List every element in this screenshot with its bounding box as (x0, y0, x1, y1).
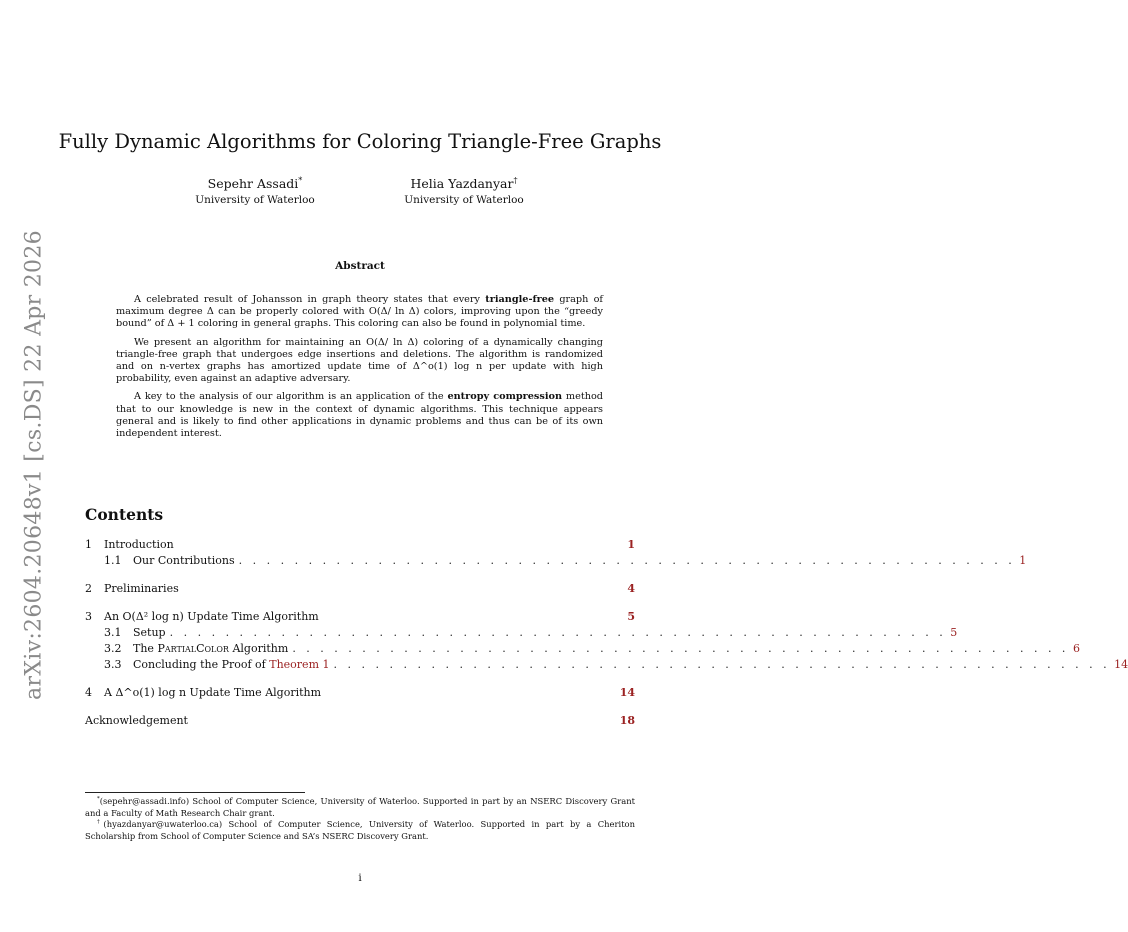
author-2-name: Helia Yazdanyar† (410, 174, 518, 191)
toc-entry-preliminaries[interactable]: 2 Preliminaries 4 (85, 582, 635, 595)
abstract-heading: Abstract (335, 260, 385, 272)
abstract-paragraph-2: We present an algorithm for maintaining an O(Δ/ ln Δ) coloring of a dynamically changing triangle-free graph that undergoes edge insertions and deletions. The algorithm is randomized and on n-vertex graphs has amortized update time of Δ^o(1) log n per update with high probability, even against an adaptive adversary. (116, 336, 603, 385)
theorem-1-link[interactable]: Theorem 1 (269, 658, 330, 671)
toc-page-link[interactable]: 5 (627, 610, 635, 623)
abstract-body (116, 294, 603, 446)
toc-entry-setup[interactable]: 3.1 Setup . . . . . . . . . . . . . . . . . . . . . . . . . . . . . . . . . . . . . . . . . . . . . . . . . . . . . . . . 5 (104, 626, 958, 639)
toc-page-link[interactable]: 14 (619, 686, 635, 699)
author-2 (344, 176, 584, 206)
author-1-name: Sepehr Assadi* (207, 174, 303, 191)
toc-entry-partialcolor-algorithm[interactable]: 3.2 The PartialColor Algorithm . . . . . . . . . . . . . . . . . . . . . . . . . . . . . . . . . . . . . . . . . . . . . . . . . . . . . . . . 6 (104, 642, 1080, 655)
author-2-affiliation: University of Waterloo (404, 194, 524, 206)
toc-entry-our-contributions[interactable]: 1.1 Our Contributions . . . . . . . . . . . . . . . . . . . . . . . . . . . . . . . . . . . . . . . . . . . . . . . . . . . . . . . . 1 (104, 554, 1027, 567)
author-1-affiliation: University of Waterloo (195, 194, 315, 206)
toc-page-link[interactable]: 1 (627, 538, 635, 551)
toc-entry-acknowledgement[interactable]: Acknowledgement 18 (85, 714, 635, 727)
toc-entry-introduction[interactable]: 1 Introduction 1 (85, 538, 635, 551)
contents-heading: Contents (85, 505, 164, 524)
table-of-contents (85, 537, 1128, 729)
toc-leader-dots: . . . . . . . . . . . . . . . . . . . . . . . . . . . . . . . . . . . . . . . . . . . . . . . . . . . . . . . . (333, 658, 1111, 671)
toc-entry-update-time-algorithm[interactable]: 3 An O(Δ² log n) Update Time Algorithm 5 (85, 610, 635, 623)
footnote-2: †(hyazdanyar@uwaterloo.ca) School of Computer Science, University of Waterloo. Supported in part by a Cheriton Scholarship from School of Computer Science and SA’s NSERC Discovery Grant. (85, 819, 635, 841)
toc-page-link[interactable]: 6 (1072, 642, 1080, 655)
footnotes (85, 796, 635, 842)
abstract-paragraph-3: A key to the analysis of our algorithm is an application of the entropy compression method that to our knowledge is new in the context of dynamic algorithms. This technique appears general and is likely to find other applications in dynamic problems and thus can be of its own independent interest. (116, 391, 603, 440)
author-1 (135, 176, 375, 206)
toc-entry-concluding-proof[interactable]: 3.3 Concluding the Proof of Theorem 1 . . . . . . . . . . . . . . . . . . . . . . . . . . . . . . . . . . . . . . . . . . . . . . . . . . . . . . . . 14 (104, 658, 1128, 671)
toc-leader-dots: . . . . . . . . . . . . . . . . . . . . . . . . . . . . . . . . . . . . . . . . . . . . . . . . . . . . . . . . (292, 642, 1069, 655)
page-number: i (358, 872, 362, 884)
toc-page-link[interactable]: 1 (1019, 554, 1027, 567)
toc-page-link[interactable]: 5 (950, 626, 958, 639)
toc-page-link[interactable]: 4 (627, 582, 635, 595)
toc-leader-dots: . . . . . . . . . . . . . . . . . . . . . . . . . . . . . . . . . . . . . . . . . . . . . . . . . . . . . . . . (238, 554, 1016, 567)
footnote-1: *(sepehr@assadi.info) School of Computer Science, University of Waterloo. Supported in part by an NSERC Discovery Grant and a Faculty of Math Research Chair grant. (85, 796, 635, 818)
paper-title: Fully Dynamic Algorithms for Coloring Triangle-Free Graphs (58, 130, 662, 153)
toc-entry-subpoly-update-algorithm[interactable]: 4 A Δ^o(1) log n Update Time Algorithm 14 (85, 686, 635, 699)
arxiv-stamp: arXiv:2604.20648v1 [cs.DS] 22 Apr 2026 (21, 230, 47, 700)
footnote-rule (85, 792, 305, 793)
toc-leader-dots: . . . . . . . . . . . . . . . . . . . . . . . . . . . . . . . . . . . . . . . . . . . . . . . . . . . . . . . . (169, 626, 947, 639)
abstract-paragraph-1: A celebrated result of Johansson in graph theory states that every triangle-free graph of maximum degree Δ can be properly colored with O(Δ/ ln Δ) colors, improving upon the “greedy bound” of Δ + 1 coloring in general graphs. This coloring can also be found in polynomial time. (116, 294, 604, 330)
toc-page-link[interactable]: 14 (1114, 658, 1128, 671)
toc-page-link[interactable]: 18 (619, 714, 635, 727)
